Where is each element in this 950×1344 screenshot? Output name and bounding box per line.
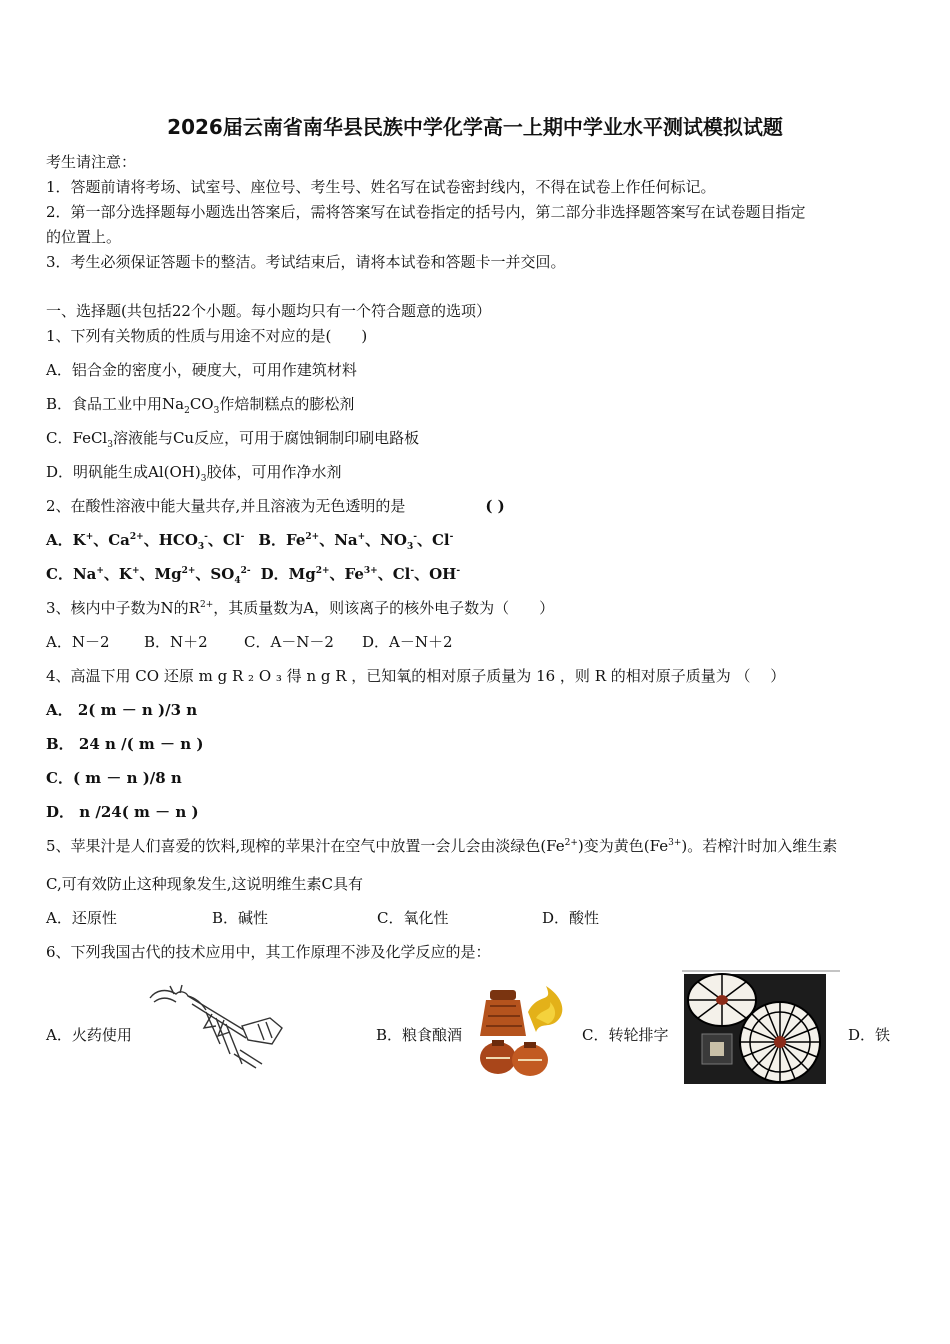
q6-option-d: D．铁 [848, 1026, 891, 1044]
q5-stem-line1: 5、苹果汁是人们喜爱的饮料,现榨的苹果汁在空气中放置一会儿会由淡绿色$(Fe^{2+})$变为黄色$(Fe^{3+})$。若榨汁时加入维生素 [46, 837, 838, 855]
q6-option-c: C．转轮排字 [582, 1026, 669, 1044]
q2-options-ab: A．K+、$Ca^{2+}$、$HCO_3^-$、Cl- B．$Fe^{2+}$、Na+、$NO_3^-$、Cl- [46, 531, 454, 552]
q1-option-a: A．铝合金的密度小，硬度大，可用作建筑材料 [46, 361, 357, 379]
q4-option-d: D． n /24( m － n ) [46, 803, 199, 821]
q4-stem: 4、高温下用 CO 还原 m g R ₂ O ₃ 得 n g R ，已知氧的相对原子质量为 16 ，则 R 的相对原子质量为 （ ） [46, 667, 786, 685]
gunpowder-rocket-image [146, 984, 286, 1076]
q3-stem: 3、核内中子数为N的$R^{2+}$，其质量数为A，则该离子的核外电子数为（ ） [46, 599, 555, 617]
notice-item-2: 2．第一部分选择题每小题选出答案后，需将答案写在试卷指定的括号内，第二部分非选择题答案写在试卷题目指定 [46, 203, 806, 221]
q1-option-c: C．FeCl$_3$溶液能与Cu反应，可用于腐蚀铜制印刷电路板 [46, 429, 420, 450]
q5-options: A．还原性 B．碱性 C．氧化性 D．酸性 [46, 909, 600, 927]
q2-stem: 2、在酸性溶液中能大量共存,并且溶液为无色透明的是 ( ) [46, 497, 505, 515]
q6-option-a: A．火药使用 [46, 1026, 132, 1044]
q5-stem-line2: C,可有效防止这种现象发生,这说明维生素C具有 [46, 875, 363, 893]
q1-option-d: D．明矾能生成$Al(OH)_3$胶体，可用作净水剂 [46, 463, 342, 484]
notice-item-3: 3．考生必须保证答题卡的整洁。考试结束后，请将本试卷和答题卡一并交回。 [46, 253, 566, 271]
q3-options: A．N－2 B．N＋2 C．A－N－2 D．A－N＋2 [46, 633, 453, 651]
notice-item-2-cont: 的位置上。 [46, 228, 122, 246]
q4-option-a: A． 2( m － n )/3 n [46, 701, 198, 719]
q6-stem: 6、下列我国古代的技术应用中，其工作原理不涉及化学反应的是： [46, 943, 491, 961]
rotating-type-wheels-image [682, 970, 842, 1086]
q6-option-b: B．粮食酿酒 [376, 1026, 463, 1044]
q4-option-b: B． 24 n /( m － n ) [46, 735, 204, 753]
q4-option-c: C．( m － n )/8 n [46, 769, 182, 787]
page-title: 2026届云南省南华县民族中学化学高一上期中学业水平测试模拟试题 [167, 115, 783, 139]
section-heading: 一、选择题(共包括22个小题。每小题均只有一个符合题意的选项） [46, 302, 491, 320]
q1-option-b: B．食品工业中用$Na_2CO_3$作焙制糕点的膨松剂 [46, 395, 355, 416]
notice-heading: 考生请注意： [46, 153, 137, 171]
q2-options-cd: C．Na+、K+、$Mg^{2+}$、$SO_4^{2-}$ D．$Mg^{2+}$、$Fe^{3+}$、Cl-、OH- [46, 565, 461, 586]
wine-jars-image [476, 982, 574, 1080]
notice-item-1: 1．答题前请将考场、试室号、座位号、考生号、姓名写在试卷密封线内，不得在试卷上作任何标记。 [46, 178, 716, 196]
q1-stem: 1、下列有关物质的性质与用途不对应的是( ) [46, 327, 368, 345]
